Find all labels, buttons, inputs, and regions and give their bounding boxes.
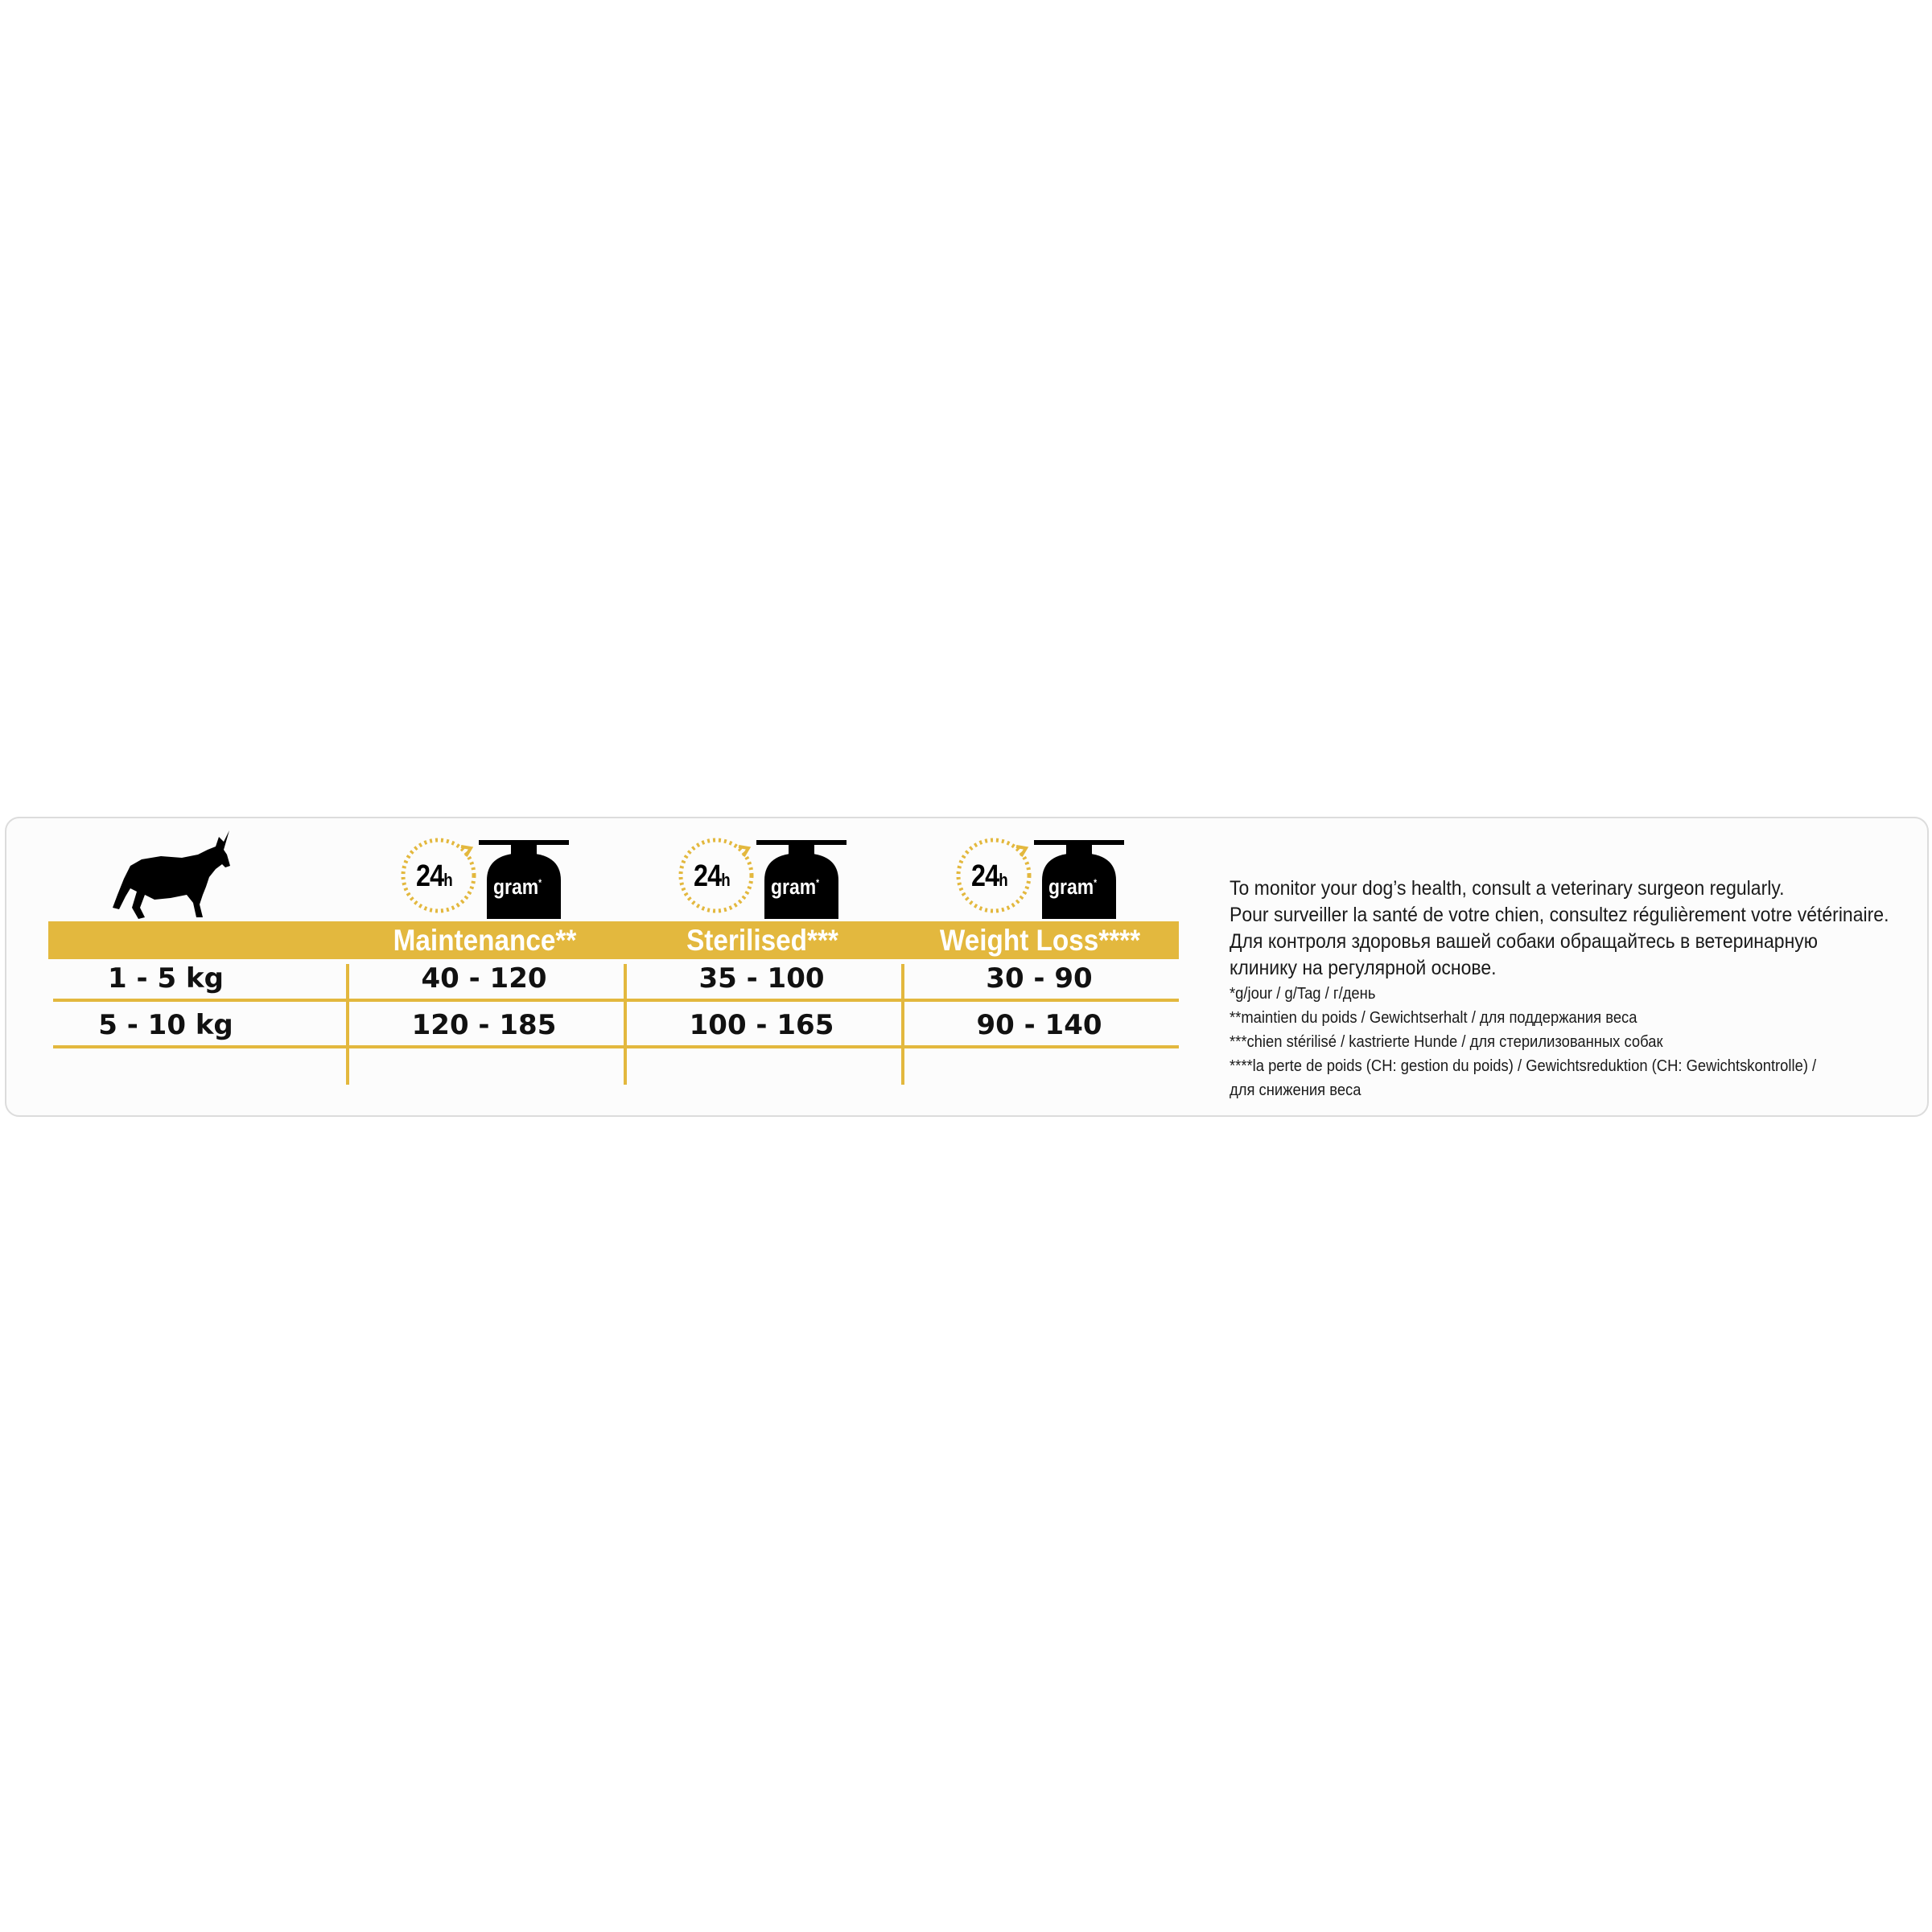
- header-maintenance: Maintenance**: [393, 924, 577, 957]
- row-divider: [53, 1045, 1179, 1048]
- value-cell: 35 - 100: [698, 962, 825, 995]
- food-bag-icon: gram*: [1034, 838, 1124, 919]
- dog-silhouette-icon: [113, 830, 233, 919]
- notes-block: [1230, 875, 1922, 1102]
- footnote-4: ****la perte de poids (CH: gestion du poids) / Gewichtsreduktion (CH: Gewichtskontrolle) /: [1230, 1057, 1817, 1075]
- value-cell: 100 - 165: [689, 1009, 834, 1041]
- clock-24h-icon: 24h: [954, 835, 1034, 916]
- food-bag-icon: gram*: [479, 838, 569, 919]
- footnote-3: ***chien stérilisé / kastrierte Hunde / для стерилизованных собак: [1230, 1033, 1663, 1051]
- footnote-2: **maintien du poids / Gewichtserhalt / для поддержания веса: [1230, 1009, 1637, 1027]
- weight-cell: 5 - 10 kg: [98, 1009, 233, 1041]
- advice-english: To monitor your dog’s health, consult a veterinary surgeon regularly.: [1230, 877, 1785, 900]
- advice-french: Pour surveiller la santé de votre chien, consultez régulièrement votre vétérinaire.: [1230, 904, 1889, 926]
- header-weight-loss: Weight Loss****: [939, 924, 1141, 957]
- value-cell: 40 - 120: [421, 962, 547, 995]
- advice-russian: Для контроля здоровья вашей собаки обращайтесь в ветеринарную: [1230, 930, 1819, 953]
- footnote-1: *g/jour / g/Tag / г/день: [1230, 985, 1376, 1003]
- value-cell: 30 - 90: [986, 962, 1093, 995]
- clock-24h-icon: 24h: [676, 835, 756, 916]
- weight-cell: 1 - 5 kg: [108, 962, 224, 995]
- row-divider: [53, 999, 1179, 1002]
- value-cell: 90 - 140: [976, 1009, 1102, 1041]
- footnote-4-cont: для снижения веса: [1230, 1081, 1361, 1099]
- food-bag-icon: gram*: [756, 838, 847, 919]
- clock-24h-icon: 24h: [398, 835, 479, 916]
- advice-russian-cont: клинику на регулярной основе.: [1230, 957, 1497, 979]
- value-cell: 120 - 185: [411, 1009, 557, 1041]
- header-sterilised: Sterilised***: [686, 924, 838, 957]
